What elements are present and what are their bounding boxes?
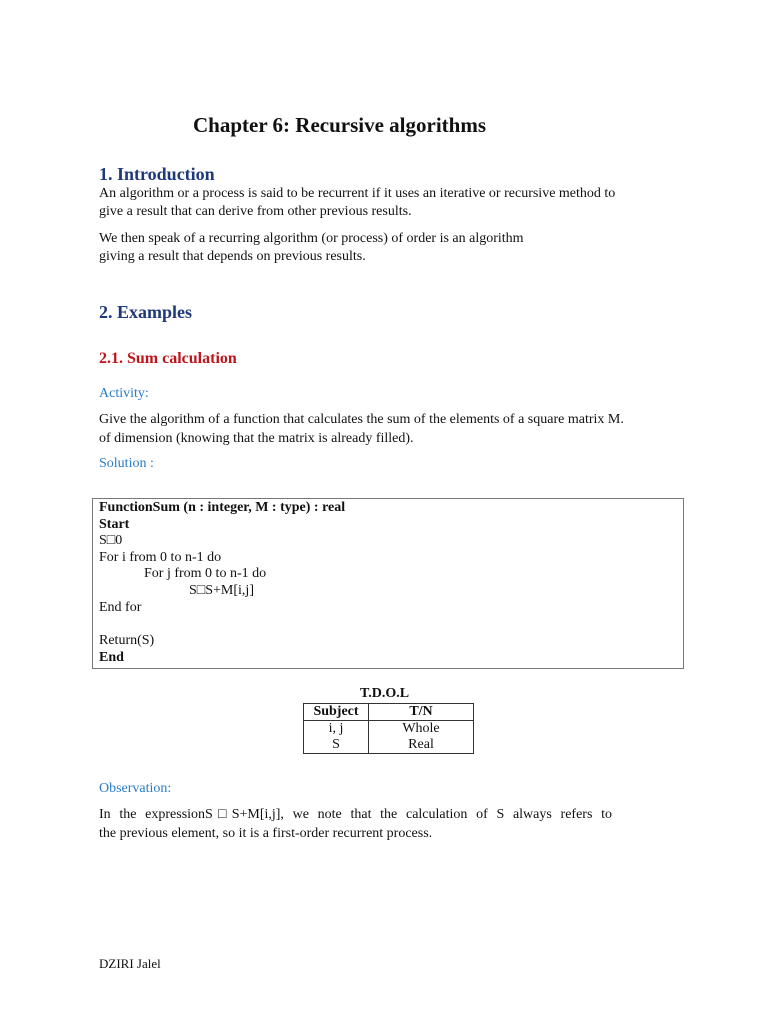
algorithm-line-init: S□0 <box>99 533 123 548</box>
table-cell: Whole <box>369 721 474 738</box>
table-cell: S <box>304 737 369 754</box>
activity-line-1: Give the algorithm of a function that calculates the sum of the elements of a square matrix M. <box>99 412 624 427</box>
intro-paragraph-1-line-1: An algorithm or a process is said to be recurrent if it uses an iterative or recursive method to <box>99 186 616 201</box>
algorithm-line-for-i: For i from 0 to n-1 do <box>99 550 222 565</box>
algorithm-line-accumulate: S□S+M[i,j] <box>189 583 254 598</box>
table-row <box>304 721 474 738</box>
observation-label: Observation: <box>99 781 172 796</box>
intro-paragraph-1-line-2: give a result that can derive from other previous results. <box>99 204 412 219</box>
section-heading-introduction: 1. Introduction <box>99 164 215 184</box>
table-header-subject: Subject <box>304 704 369 721</box>
algorithm-box <box>92 498 684 669</box>
algorithm-signature: FunctionSum (n : integer, M : type) : real <box>99 500 346 515</box>
intro-paragraph-2-line-1: We then speak of a recurring algorithm (or process) of order is an algorithm <box>99 231 524 246</box>
algorithm-line-for-j: For j from 0 to n-1 do <box>144 566 267 581</box>
footer-author: DZIRI Jalel <box>99 956 161 971</box>
intro-paragraph-2-line-2: giving a result that depends on previous results. <box>99 249 366 264</box>
table-cell: i, j <box>304 721 369 738</box>
observation-line-1: In the expressionS□S+M[i,j], we note that the calculation of S always refers to <box>99 807 612 822</box>
algorithm-line-return: Return(S) <box>99 633 155 648</box>
tdol-title: T.D.O.L <box>360 686 410 701</box>
activity-label: Activity: <box>99 386 149 401</box>
solution-label: Solution : <box>99 456 154 471</box>
tdol-table <box>303 703 474 754</box>
algorithm-start: Start <box>99 517 130 532</box>
section-heading-examples: 2. Examples <box>99 302 193 322</box>
subsection-heading-sum-calculation: 2.1. Sum calculation <box>99 350 237 367</box>
table-cell: Real <box>369 737 474 754</box>
table-row <box>304 737 474 754</box>
activity-line-2: of dimension (knowing that the matrix is already filled). <box>99 431 414 446</box>
table-header-row <box>304 704 474 721</box>
chapter-title: Chapter 6: Recursive algorithms <box>193 113 486 137</box>
algorithm-line-end-for: End for <box>99 600 142 615</box>
algorithm-end: End <box>99 650 124 665</box>
observation-line-2: the previous element, so it is a first-order recurrent process. <box>99 826 433 841</box>
table-header-tn: T/N <box>369 704 474 721</box>
